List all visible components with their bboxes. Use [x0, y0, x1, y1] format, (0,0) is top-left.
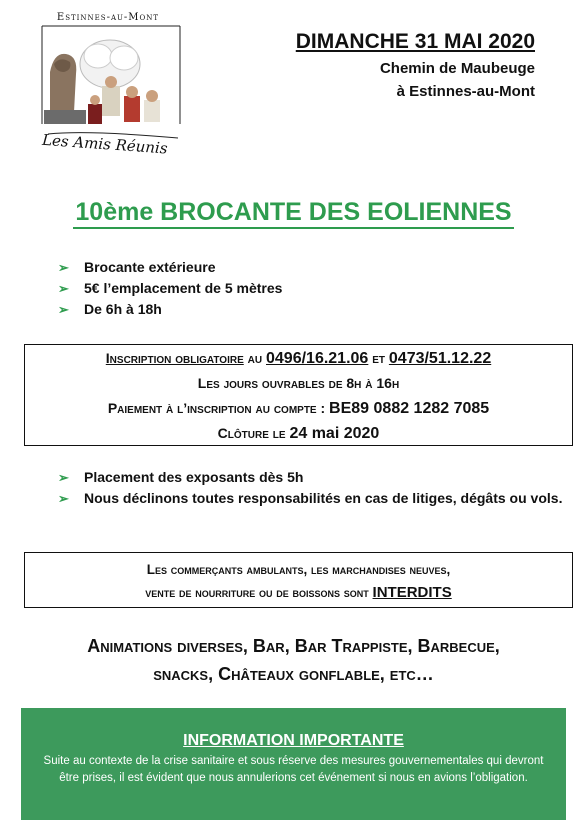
logo-bottom-text: Les Amis Réunis — [41, 130, 169, 158]
list-item — [58, 278, 282, 299]
important-info-box — [21, 708, 566, 820]
animations-line-2: snacks, Châteaux gonflable, etc… — [153, 664, 434, 684]
interdits-word: INTERDITS — [372, 584, 452, 601]
inscription-hours-row: Les jours ouvrables de 8h à 16h — [197, 375, 400, 391]
list-item-text: Brocante extérieure — [84, 259, 216, 275]
event-street: Chemin de Maubeuge — [379, 60, 535, 77]
list-item-text: Nous déclinons toutes responsabilités en cas de litiges, dégâts ou vols. — [84, 490, 563, 506]
club-logo — [28, 12, 188, 162]
info-list-1 — [58, 257, 282, 320]
event-header — [296, 30, 535, 100]
inscription-payment-row: Paiement à l’inscription au compte : BE89 0882 1282 7085 — [107, 400, 490, 417]
arrow-bullet-icon: ➢ — [58, 302, 69, 317]
list-item — [58, 257, 282, 278]
inscription-closing-row: Clôture le 24 mai 2020 — [217, 425, 380, 442]
inscription-phone-row: Inscription obligatoire au 0496/16.21.06 et 0473/51.12.22 — [105, 350, 492, 367]
arrow-bullet-icon: ➢ — [58, 260, 69, 275]
list-item-text: Placement des exposants dès 5h — [84, 469, 304, 485]
important-info-title: INFORMATION IMPORTANTE — [183, 732, 404, 749]
event-title: 10ème BROCANTE DES EOLIENNES — [73, 198, 513, 229]
interdits-line-1: Les commerçants ambulants, les marchandises neuves, — [146, 562, 451, 577]
interdits-line-2: vente de nourriture ou de boissons sont INTERDITS — [145, 584, 452, 601]
inscription-box — [24, 344, 573, 446]
list-item-text: De 6h à 18h — [84, 301, 162, 317]
logo-top-text: Estinnes-au-Mont — [56, 12, 160, 23]
event-date: DIMANCHE 31 MAI 2020 — [295, 30, 535, 53]
info-list-2 — [58, 467, 568, 509]
list-item-text: 5€ l’emplacement de 5 mètres — [84, 280, 283, 296]
list-item — [58, 467, 568, 488]
arrow-bullet-icon: ➢ — [58, 281, 69, 296]
arrow-bullet-icon: ➢ — [58, 470, 69, 485]
important-info-text: Suite au contexte de la crise sanitaire et sous réserve des mesures gouvernementales qui devront être prises, il est évident que nous annulerions cet événement si nous en avions l’obligation. — [43, 755, 544, 784]
event-title-wrap — [0, 198, 587, 227]
list-item — [58, 299, 282, 320]
interdits-box — [24, 552, 573, 608]
event-town: à Estinnes-au-Mont — [396, 83, 535, 100]
arrow-bullet-icon: ➢ — [58, 491, 69, 506]
animations-text — [0, 632, 587, 688]
list-item — [58, 488, 568, 509]
animations-line-1: Animations diverses, Bar, Bar Trappiste, Barbecue, — [87, 636, 500, 656]
